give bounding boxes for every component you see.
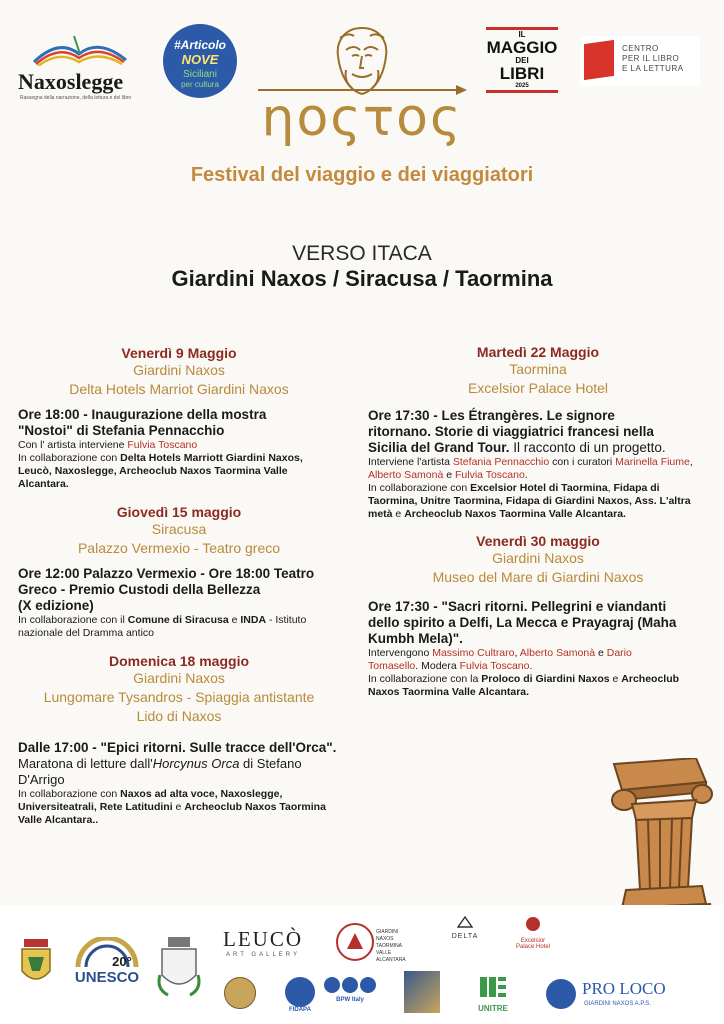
event-note: . — [524, 469, 528, 481]
event-note: , — [514, 647, 520, 659]
event-note: e — [595, 647, 607, 659]
person-name: Stefania Pennacchio — [452, 456, 550, 468]
person-name: Fulvia Toscano — [459, 660, 530, 672]
crest-icon — [154, 935, 204, 999]
collab-partners: Comune di Siracusa — [127, 614, 229, 626]
maggio-dei: DEI — [515, 56, 529, 65]
archeo-line1: GIARDINI NAXOS — [376, 929, 399, 942]
collab-text: In collaborazione con la — [368, 673, 482, 685]
event-city: Taormina — [509, 361, 567, 377]
event-title: Kumbh Mela)". — [368, 631, 463, 646]
leuco-name: LEUCÒ — [223, 927, 303, 951]
event-city: Siracusa — [151, 521, 207, 537]
event-title: Sicilia del Grand Tour. — [368, 440, 510, 455]
articolo-nove-logo — [163, 24, 237, 98]
unitre-icon — [478, 975, 508, 999]
collab-partners: Naxos Taormina Valle Alcantara. — [368, 686, 530, 698]
event-note: . — [529, 660, 533, 672]
event-note: con i curatori — [549, 456, 616, 468]
event-note: Con l' artista interviene — [18, 439, 128, 451]
bpw-italy-logo — [322, 977, 378, 1003]
event-city: Giardini Naxos — [133, 362, 225, 378]
festival-name: ηοςτος — [261, 88, 463, 148]
event-desc: di Stefano — [239, 756, 302, 771]
collab-partners: Archeoclub — [621, 673, 680, 685]
event-city: Giardini Naxos — [492, 550, 584, 566]
collab-partners: Archeoclub Naxos Taormina Valle Alcantara. — [404, 508, 626, 520]
event-title: Il racconto di un progetto. — [509, 440, 666, 455]
archeo-line3: VALLE ALCANTARA — [376, 950, 406, 963]
archeo-line2: TAORMINA — [376, 943, 403, 949]
cepell-logo — [580, 36, 700, 86]
collab-partners: Leucò, Naxoslegge, Archeoclub Naxos Taormina Valle — [18, 465, 288, 477]
person-name: Marinella Fiume — [615, 456, 690, 468]
event-venue: Excelsior Palace Hotel — [467, 380, 609, 396]
cepell-red-square — [584, 40, 614, 80]
collab-text: In collaborazione con — [18, 452, 121, 464]
proloco-sub: GIARDINI NAXOS A.P.S. — [584, 1001, 651, 1007]
collab-text: In collaborazione con il — [18, 614, 128, 626]
event-desc: Maratona di letture dall' — [18, 756, 153, 771]
maggio-il: IL — [518, 30, 526, 39]
event-day: Martedì 22 Maggio — [476, 344, 600, 360]
collab-partners: Universiteatrali, Rete Latitudini — [18, 801, 173, 813]
person-name: Alberto Samonà — [519, 647, 596, 659]
left-column — [18, 345, 340, 827]
event-note: , — [689, 456, 693, 468]
event-venue: Delta Hotels Marriot Giardini Naxos — [69, 381, 289, 397]
person-name: Tomasello — [368, 660, 416, 672]
event-venue: Lido di Naxos — [136, 708, 222, 724]
collab-text: e — [172, 801, 185, 813]
collab-partners: Taormina, Unitre Taormina, Fidapa di Giardini Naxos, Ass. L'altra — [368, 495, 691, 507]
excelsior-sub: Palace Hotel — [515, 944, 551, 950]
event-day: Giovedì 15 maggio — [116, 504, 242, 520]
maggio-year: 2025 — [515, 83, 529, 89]
collab-partners: Valle Alcantara.. — [18, 814, 99, 826]
delta-triangle-icon — [457, 916, 473, 928]
event-title: dello spirito a Delfi, La Mecca e Prayagraj (Maha — [368, 615, 677, 630]
maggio-libri: LIBRI — [499, 64, 545, 83]
collab-text: - Istituto — [266, 614, 307, 626]
book-icon — [14, 32, 144, 66]
collab-partners: Alcantara. — [18, 478, 69, 490]
right-column — [368, 344, 708, 699]
collab-partners: metà — [368, 508, 393, 520]
fidapa-name: FIDAPA — [289, 1007, 311, 1013]
delta-hotels-logo — [448, 915, 482, 940]
naxoslegge-subtitle: Rassegna della narrazione, della lettura e del libro — [20, 95, 132, 101]
maggio-dei-libri-logo — [486, 27, 558, 95]
maggio-word: MAGGIO — [486, 38, 558, 57]
sponsor-footer — [0, 905, 724, 1024]
articolo-line2: NOVE — [181, 52, 219, 67]
unesco-name: UNESCO — [74, 969, 140, 986]
person-name: Fulvia Toscano — [127, 439, 198, 451]
medallion-logo — [224, 977, 256, 1009]
collab-partners: INDA — [240, 614, 267, 626]
collab-partners: Naxos ad alta voce, Naxoslegge, — [120, 788, 283, 800]
collab-text: In collaborazione con — [18, 788, 121, 800]
collab-text: , — [607, 482, 614, 494]
unesco-logo — [72, 937, 142, 997]
cepell-line1: CENTRO — [622, 44, 659, 53]
event-venue: Palazzo Vermexio - Teatro greco — [77, 540, 281, 556]
leuco-logo — [220, 927, 306, 958]
crest-icon — [18, 937, 54, 989]
festival-subtitle: Festival del viaggio e dei viaggiatori — [190, 164, 534, 186]
collab-partners: Proloco di Giardini Naxos — [481, 673, 610, 685]
person-name: Dario — [606, 647, 632, 659]
event-cities: Giardini Naxos / Siracusa / Taormina — [171, 266, 553, 291]
excelsior-emblem-icon — [524, 915, 542, 933]
unitre-logo — [470, 975, 516, 1013]
collab-partners: Archeoclub Naxos Taormina — [184, 801, 326, 813]
archeoclub-icon — [338, 925, 372, 959]
collab-text: e — [609, 673, 622, 685]
event-day: Venerdì 9 Maggio — [121, 345, 237, 361]
delta-name: DELTA — [451, 933, 479, 940]
event-venue: Museo del Mare di Giardini Naxos — [432, 569, 644, 585]
event-day: Domenica 18 maggio — [108, 653, 250, 669]
fidapa-logo — [280, 977, 320, 1013]
event-title: Ore 18:00 - Inaugurazione della mostra — [18, 407, 267, 422]
leuco-sub: ART GALLERY — [225, 952, 301, 958]
unitre-name: UNITRE — [478, 1004, 508, 1013]
collab-text: In collaborazione con — [368, 482, 471, 494]
collab-partners: Delta Hotels Marriott Giardini Naxos, — [120, 452, 303, 464]
event-city: Giardini Naxos — [133, 670, 225, 686]
event-note: Intervengono — [368, 647, 433, 659]
collab-text: nazionale del Dramma antico — [18, 627, 154, 639]
collab-partners: Fidapa di — [613, 482, 660, 494]
articolo-line4: per cultura — [181, 80, 219, 89]
collab-text: e — [392, 508, 405, 520]
painting-thumbnail — [404, 971, 440, 1013]
collab-partners: Excelsior Hotel di Taormina — [470, 482, 608, 494]
excelsior-logo — [510, 915, 556, 950]
event-day: Venerdì 30 maggio — [476, 533, 600, 549]
person-name: Fulvia Toscano — [454, 469, 525, 481]
bpw-name: BPW Italy — [336, 997, 364, 1003]
articolo-line1: #Articolo — [173, 38, 226, 52]
collab-text: e — [228, 614, 241, 626]
event-title: "Nostoi" di Stefania Pennacchio — [18, 423, 225, 438]
event-note: Interviene l'artista — [368, 456, 453, 468]
event-title: (X edizione) — [18, 598, 94, 613]
event-title: Dalle 17:00 - "Epici ritorni. Sulle tracce dell'Orca". — [18, 740, 337, 755]
event-series-title: VERSO ITACA — [292, 242, 432, 265]
unesco-twenty: 20° — [112, 954, 132, 969]
event-venue: Lungomare Tysandros - Spiaggia antistante — [43, 689, 315, 705]
event-title: Ore 17:30 - "Sacri ritorni. Pellegrini e viandanti — [368, 599, 667, 614]
cepell-line3: E LA LETTURA — [622, 64, 684, 73]
archeoclub-logo — [336, 923, 416, 963]
event-title: ritornano. Storie di viaggiatrici francesi nella — [368, 424, 654, 439]
proloco-logo — [546, 977, 706, 1013]
excelsior-name: Excelsior — [520, 938, 546, 944]
cepell-line2: PER IL LIBRO — [622, 54, 680, 63]
naxoslegge-name: Naxoslegge — [18, 69, 124, 94]
event-desc: D'Arrigo — [18, 772, 65, 787]
event-note: . Modera — [415, 660, 460, 672]
event-note: e — [443, 469, 455, 481]
person-name: Massimo Cultraro — [432, 647, 515, 659]
event-title: Ore 17:30 - Les Étrangères. Le signore — [368, 408, 615, 423]
naxoslegge-logo — [14, 32, 144, 101]
proloco-name: PRO LOCO — [582, 979, 666, 998]
person-name: Alberto Samonà — [368, 469, 444, 481]
articolo-line3: Siciliani — [183, 69, 217, 80]
event-title: Ore 12:00 Palazzo Vermexio - Ore 18:00 Teatro — [18, 566, 315, 581]
event-title: Greco - Premio Custodi della Bellezza — [18, 582, 261, 597]
book-title: Horcynus Orca — [152, 756, 240, 771]
